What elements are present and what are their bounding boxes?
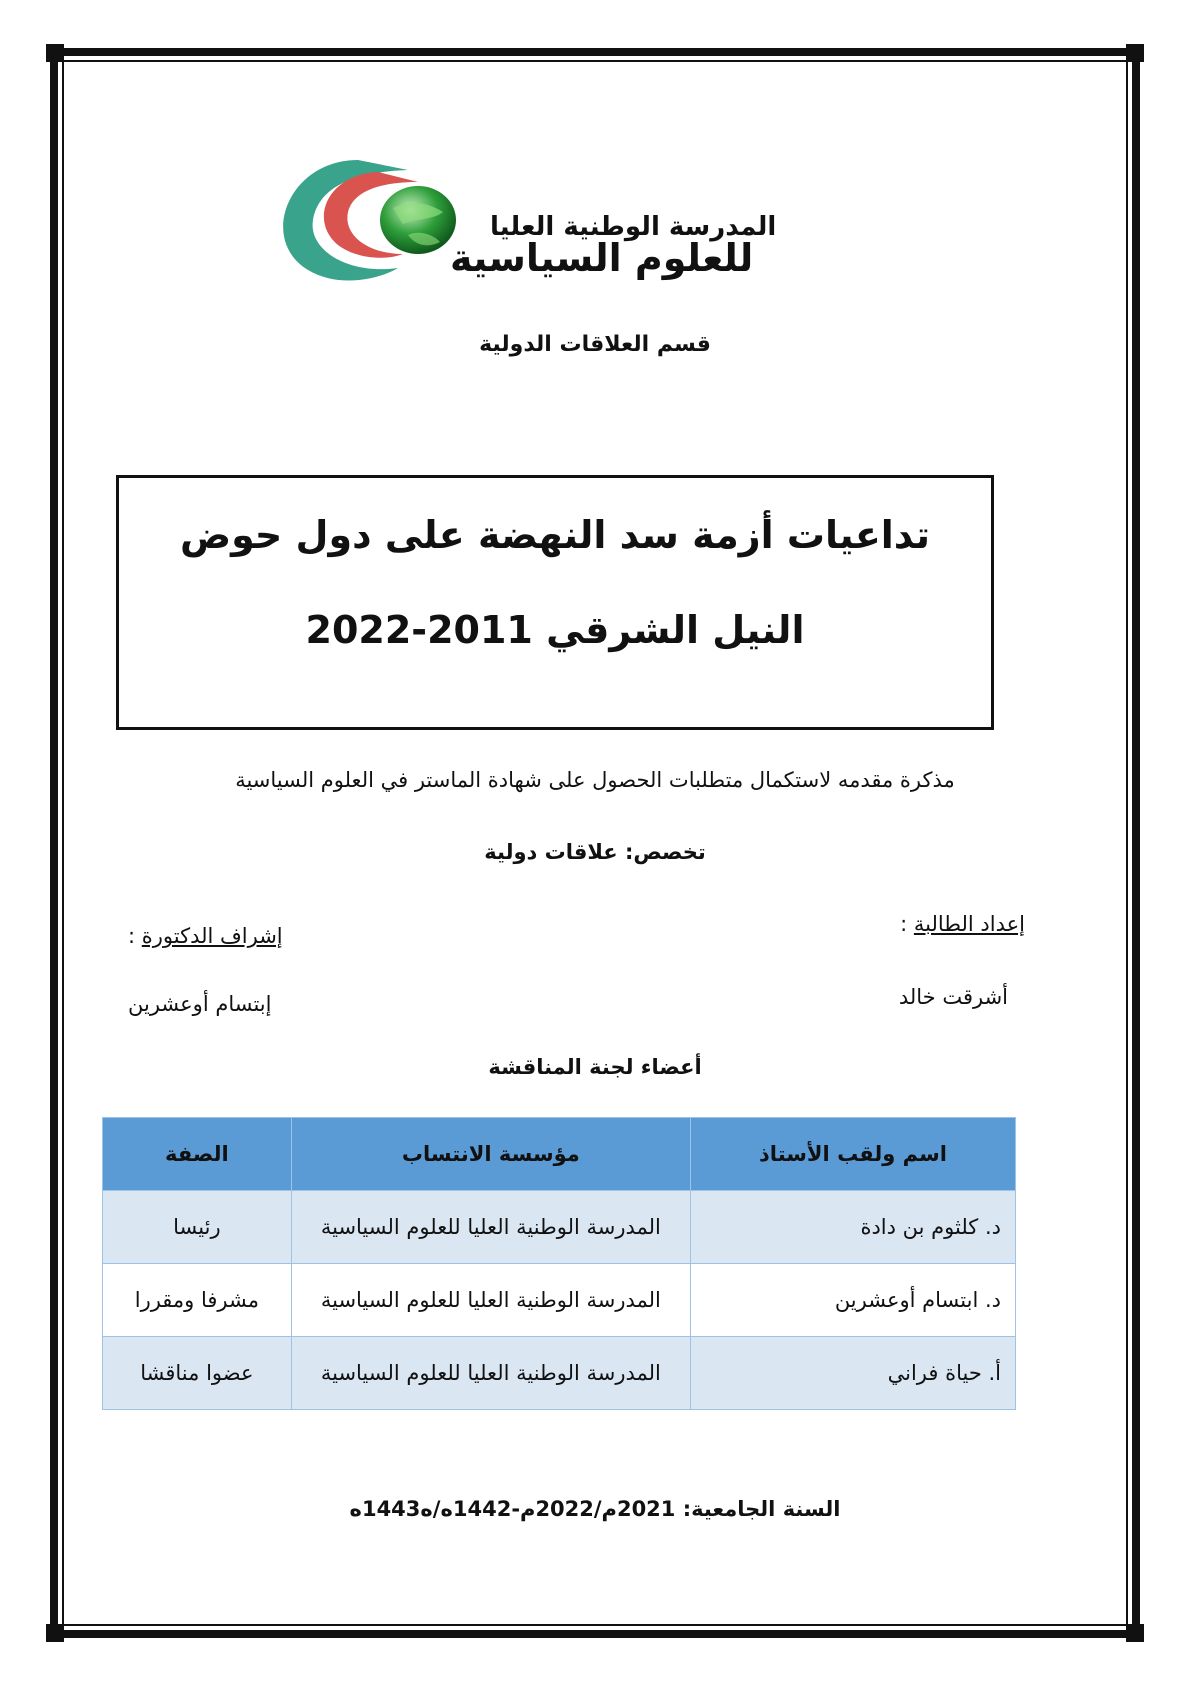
thesis-title-line-1: تداعيات أزمة سد النهضة على دول حوض	[179, 513, 931, 557]
cell-role: مشرفا ومقررا	[103, 1264, 292, 1337]
border-corner-bottom-left	[46, 1624, 64, 1642]
border-corner-top-right	[1126, 44, 1144, 62]
committee-table	[102, 1117, 1016, 1410]
cell-role: رئيسا	[103, 1191, 292, 1264]
prepared-by-suffix: :	[900, 912, 914, 936]
cell-institution: المدرسة الوطنية العليا للعلوم السياسية	[291, 1191, 690, 1264]
memo-description: مذكرة مقدمه لاستكمال متطلبات الحصول على شهادة الماستر في العلوم السياسية	[235, 768, 955, 792]
cell-role: عضوا مناقشا	[103, 1337, 292, 1410]
student-name: أشرقت خالد	[898, 985, 1008, 1009]
specialty: تخصص: علاقات دولية	[484, 840, 706, 864]
border-corner-bottom-right	[1126, 1624, 1144, 1642]
supervisor-label	[128, 924, 283, 948]
supervisor-suffix: :	[128, 924, 142, 948]
committee-title: أعضاء لجنة المناقشة	[488, 1055, 702, 1079]
academic-year: السنة الجامعية: 2021م/2022م-1442ه/ه1443ه	[349, 1497, 841, 1521]
department-name: قسم العلاقات الدولية	[479, 332, 711, 357]
prepared-by-label	[900, 912, 1025, 936]
cell-professor-name: د. ابتسام أوعشرين	[691, 1264, 1016, 1337]
cell-institution: المدرسة الوطنية العليا للعلوم السياسية	[291, 1264, 690, 1337]
logo-text-school: المدرسة الوطنية العليا	[490, 212, 777, 242]
cell-institution: المدرسة الوطنية العليا للعلوم السياسية	[291, 1337, 690, 1410]
table-header-row	[103, 1118, 1016, 1191]
cell-professor-name: د. كلثوم بن دادة	[691, 1191, 1016, 1264]
border-corner-top-left	[46, 44, 64, 62]
logo-text-political-science: للعلوم السياسية	[450, 236, 754, 280]
supervisor-name: إبتسام أوعشرين	[128, 992, 272, 1016]
cell-professor-name: أ. حياة فراني	[691, 1337, 1016, 1410]
prepared-by-label-text: إعداد الطالبة	[913, 912, 1025, 936]
table-row	[103, 1337, 1016, 1410]
supervisor-label-text: إشراف الدكتورة	[141, 924, 283, 948]
header-professor-name: اسم ولقب الأستاذ	[691, 1118, 1016, 1191]
globe-icon	[380, 186, 456, 254]
thesis-title-line-2: النيل الشرقي 2011-2022	[305, 608, 805, 652]
header-institution: مؤسسة الانتساب	[291, 1118, 690, 1191]
table-row	[103, 1264, 1016, 1337]
thesis-title-box	[116, 475, 994, 730]
header-role: الصفة	[103, 1118, 292, 1191]
table-row	[103, 1191, 1016, 1264]
